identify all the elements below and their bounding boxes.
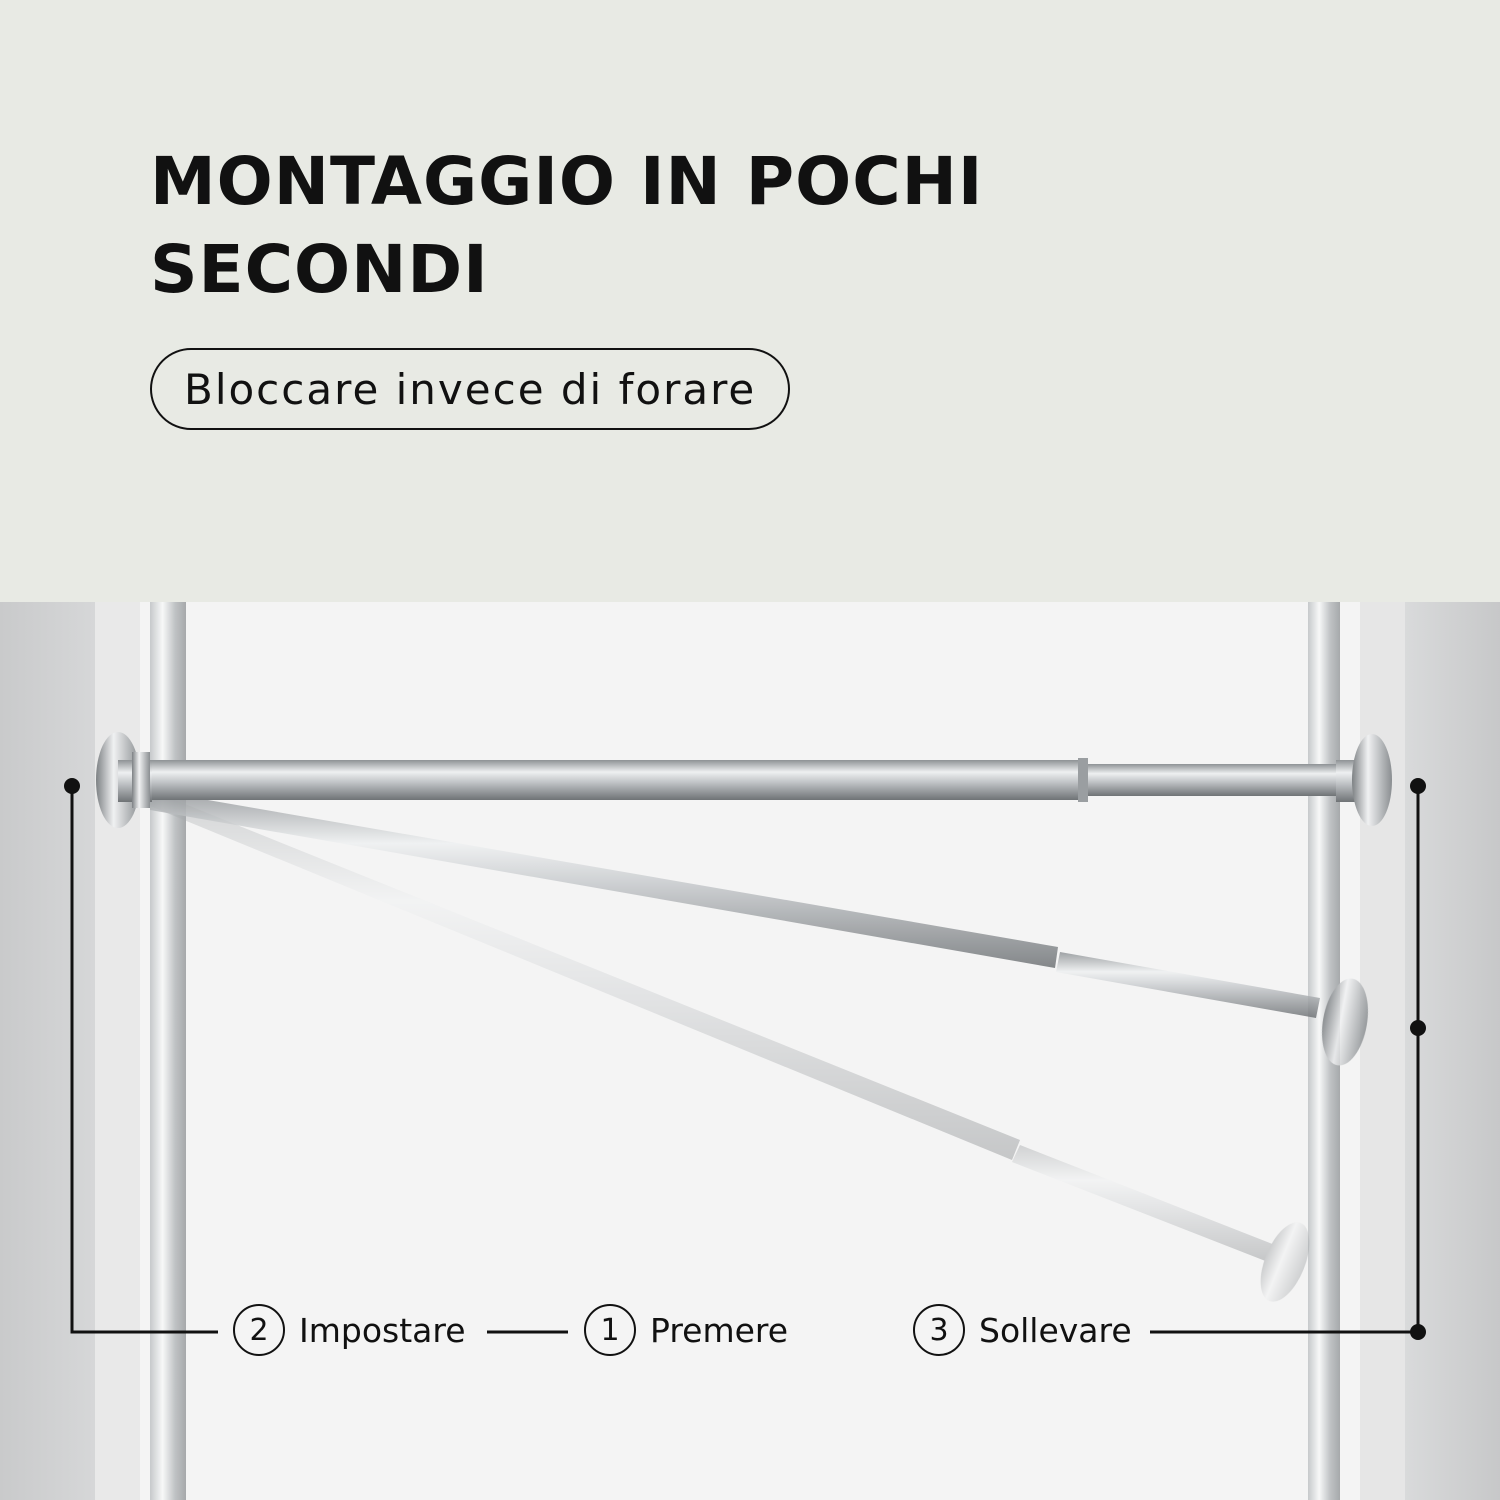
- left-wall: [0, 602, 95, 1500]
- left-vertical-pipe: [150, 602, 186, 1500]
- step-label-text: Sollevare: [979, 1310, 1132, 1350]
- header-panel: [0, 0, 1500, 602]
- product-illustration: [0, 602, 1500, 1500]
- step-label-text: Premere: [650, 1310, 789, 1350]
- step-sollevare: [913, 1300, 1132, 1360]
- page-title: MONTAGGIO IN POCHI SECONDI: [150, 143, 984, 308]
- step-number-badge: 1: [584, 1304, 636, 1356]
- subtitle-pill: Bloccare invece di forare: [150, 348, 790, 430]
- step-number-badge: 3: [913, 1304, 965, 1356]
- rod-horizontal: [148, 758, 1344, 802]
- step-label-text: Impostare: [299, 1310, 466, 1350]
- step-impostare: [233, 1300, 466, 1360]
- step-number-badge: 2: [233, 1304, 285, 1356]
- step-premere: [584, 1300, 788, 1360]
